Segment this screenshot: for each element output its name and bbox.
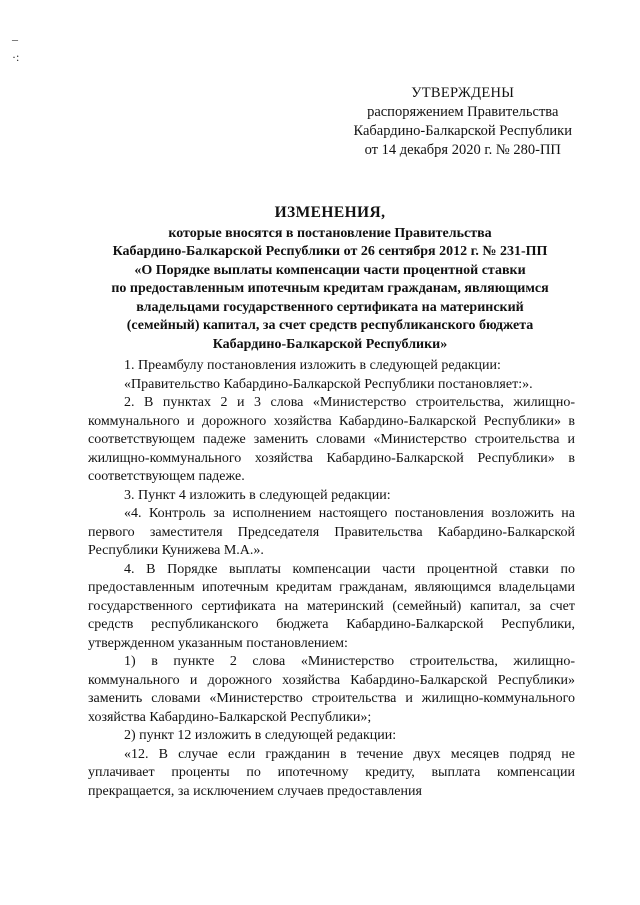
heading-line: владельцами государственного сертификата на материнский xyxy=(136,299,524,315)
margin-mark: ‒ xyxy=(12,32,18,46)
heading-title: ИЗМЕНЕНИЯ, xyxy=(274,204,386,221)
margin-mark: ·: xyxy=(12,50,20,64)
paragraph: 4. В Порядке выплаты компенсации части процентной ставки по предоставленным ипотечным кредитам гражданам, являющимся владельцами государственного сертификата на материнский (семейный) капитал, за счет средств республиканского бюджета Кабардино-Балкарской Республики, утвержденном указанным постановлением: xyxy=(88,561,575,651)
paragraph: «12. В случае если гражданин в течение двух месяцев подряд не уплачивает проценты по ипотечному кредиту, выплата компенсации прекращается, за исключением случаев предоставления xyxy=(88,746,575,799)
approval-title: УТВЕРЖДЕНЫ xyxy=(411,85,515,101)
paragraph: 3. Пункт 4 изложить в следующей редакции: xyxy=(124,487,391,503)
heading-line: Кабардино-Балкарской Республики от 26 сентября 2012 г. № 231-ПП xyxy=(112,244,548,259)
paragraph: «4. Контроль за исполнением настоящего постановления возложить на первого заместителя Председателя Правительства Кабардино-Балкарской Республики Кунижева М.А.». xyxy=(88,506,575,558)
document-heading xyxy=(80,204,580,354)
margin-marks xyxy=(12,30,19,66)
heading-line: (семейный) капитал, за счет средств республиканского бюджета xyxy=(126,318,534,333)
approval-line: Кабардино-Балкарской Республики xyxy=(353,123,572,139)
document-body xyxy=(88,357,575,801)
heading-line: по предоставленным ипотечным кредитам гражданам, являющимся xyxy=(111,281,549,296)
heading-line: Кабардино-Балкарской Республики» xyxy=(212,336,448,352)
paragraph: 1. Преамбулу постановления изложить в следующей редакции: xyxy=(124,358,501,373)
paragraph: «Правительство Кабардино-Балкарской Республики постановляет:». xyxy=(124,376,533,392)
approval-line: от 14 декабря 2020 г. № 280-ПП xyxy=(364,142,561,158)
heading-line: «О Порядке выплаты компенсации части процентной ставки xyxy=(134,262,526,278)
approval-line: распоряжением Правительства xyxy=(367,104,559,120)
heading-line: которые вносятся в постановление Правительства xyxy=(168,225,492,241)
paragraph: 2) пункт 12 изложить в следующей редакции: xyxy=(124,728,397,743)
paragraph: 1) в пункте 2 слова «Министерство строительства, жилищно-коммунального и дорожного хозяйства Кабардино-Балкарской Республики» заменить словами «Министерство строительства и жилищно-коммунального хозяйства Кабардино-Балкарской Республики»; xyxy=(88,654,575,725)
approval-block xyxy=(353,84,572,160)
paragraph: 2. В пунктах 2 и 3 слова «Министерство строительства, жилищно-коммунального и дорожного хозяйства Кабардино-Балкарской Республики» в соответствующем падеже заменить словами «Министерство строительства и жилищно-коммунального хозяйства Кабардино-Балкарской Республики» в соответствующем падеже. xyxy=(88,395,575,484)
